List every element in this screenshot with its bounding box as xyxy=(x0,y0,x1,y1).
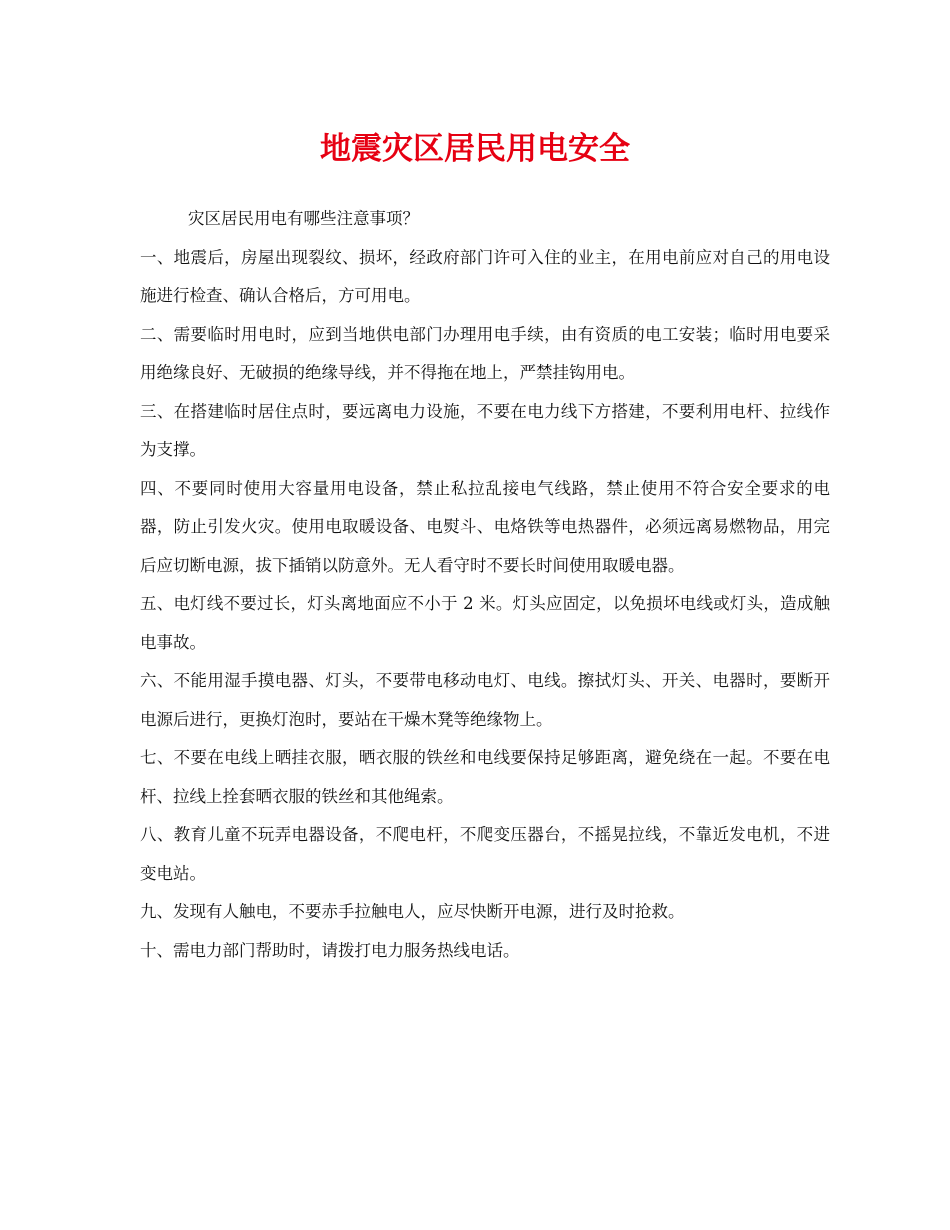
list-item-8: 八、教育儿童不玩弄电器设备，不爬电杆，不爬变压器台，不摇晃拉线，不靠近发电机，不进变电站。 xyxy=(140,825,830,883)
list-item-1: 一、地震后，房屋出现裂纹、损坏，经政府部门许可入住的业主，在用电前应对自己的用电设施进行检查、确认合格后，方可用电。 xyxy=(140,247,830,305)
list-item-9: 九、发现有人触电，不要赤手拉触电人，应尽快断开电源，进行及时抢救。 xyxy=(140,902,685,921)
page-title: 地震灾区居民用电安全 xyxy=(320,131,630,167)
list-item-7: 七、不要在电线上晒挂衣服，晒衣服的铁丝和电线要保持足够距离，避免绕在一起。不要在电杆、拉线上拴套晒衣服的铁丝和其他绳索。 xyxy=(140,748,830,806)
document-body xyxy=(140,200,830,970)
list-item-5: 五、电灯线不要过长，灯头离地面应不小于 2 米。灯头应固定，以免损坏电线或灯头，造成触电事故。 xyxy=(140,594,830,652)
list-item-6: 六、不能用湿手摸电器、灯头，不要带电移动电灯、电线。擦拭灯头、开关、电器时，要断开电源后进行，更换灯泡时，要站在干燥木凳等绝缘物上。 xyxy=(140,671,830,729)
list-item-3: 三、在搭建临时居住点时，要远离电力设施，不要在电力线下方搭建，不要利用电杆、拉线作为支撑。 xyxy=(140,401,830,459)
list-item-10: 十、需电力部门帮助时，请拨打电力服务热线电话。 xyxy=(140,940,520,960)
list-item-4: 四、不要同时使用大容量用电设备，禁止私拉乱接电气线路，禁止使用不符合安全要求的电器，防止引发火灾。使用电取暖设备、电熨斗、电烙铁等电热器件，必须远离易燃物品，用完后应切断电源，拔下插销以防意外。无人看守时不要长时间使用取暖电器。 xyxy=(140,478,830,575)
list-item-2: 二、需要临时用电时，应到当地供电部门办理用电手续，由有资质的电工安装；临时用电要采用绝缘良好、无破损的绝缘导线，并不得拖在地上，严禁挂钩用电。 xyxy=(140,324,830,382)
intro-question: 灾区居民用电有哪些注意事项？ xyxy=(188,209,419,228)
